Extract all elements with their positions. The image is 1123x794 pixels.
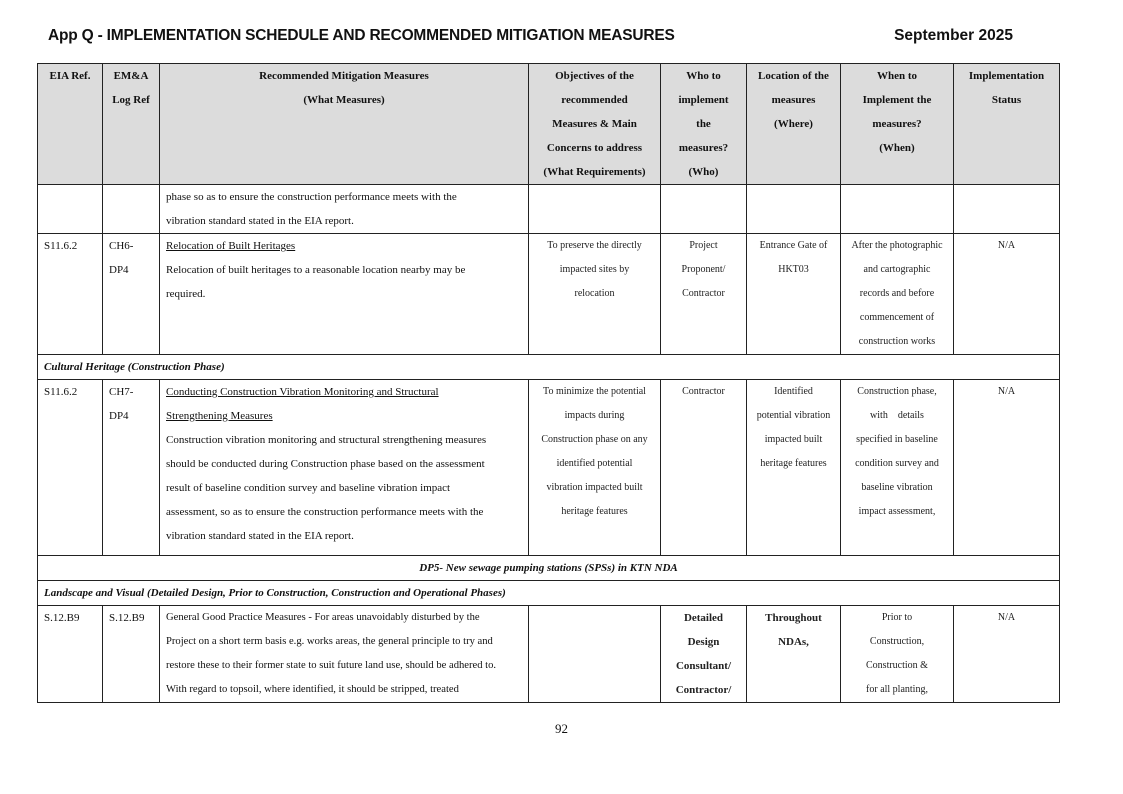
- section-label: Landscape and Visual (Detailed Design, Prior to Construction, Construction and Operational Phases): [38, 581, 1060, 606]
- section-row: [38, 355, 1060, 380]
- cell-where: [747, 185, 841, 234]
- cell-measure: Conducting Construction Vibration Monitoring and Structural Strengthening Measures Construction vibration monitoring and structural strengthening measures should be conducted during Construction phase based on the assessment result of baseline condition survey and baseline vibration impact assessment, so as to ensure the construction performance meets with the vibration standard stated in the EIA report.: [160, 380, 529, 556]
- cell-where: Identified potential vibration impacted built heritage features: [747, 380, 841, 556]
- cell-who: [661, 185, 747, 234]
- section-row: [38, 581, 1060, 606]
- col-header-where: Location of the measures (Where): [747, 64, 841, 185]
- cell-log-ref: CH7- DP4: [103, 380, 160, 556]
- cell-log-ref: CH6- DP4: [103, 234, 160, 355]
- cell-status: [954, 185, 1060, 234]
- cell-when: After the photographic and cartographic records and before commencement of construction works: [841, 234, 954, 355]
- cell-objectives: To minimize the potential impacts during Construction phase on any identified potential vibration impacted built heritage features: [529, 380, 661, 556]
- col-header-objectives: Objectives of the recommended Measures & Main Concerns to address (What Requirements): [529, 64, 661, 185]
- cell-eia-ref: S11.6.2: [38, 380, 103, 556]
- cell-log-ref: S.12.B9: [103, 606, 160, 703]
- cell-who: Contractor: [661, 380, 747, 556]
- cell-eia-ref: S.12.B9: [38, 606, 103, 703]
- cell-when: [841, 185, 954, 234]
- table-row: [38, 606, 1060, 703]
- document-date: September 2025: [894, 27, 1013, 44]
- measure-title: Conducting Construction Vibration Monitoring and Structural: [166, 386, 439, 398]
- cell-status: N/A: [954, 234, 1060, 355]
- cell-status: N/A: [954, 380, 1060, 556]
- cell-who: Detailed Design Consultant/ Contractor/: [661, 606, 747, 703]
- cell-objectives: [529, 606, 661, 703]
- col-header-eia-ref: EIA Ref.: [38, 64, 103, 185]
- section-label: DP5- New sewage pumping stations (SPSs) in KTN NDA: [38, 556, 1060, 581]
- cell-where: Throughout NDAs,: [747, 606, 841, 703]
- table-header-row: [38, 64, 1060, 185]
- col-header-measures: Recommended Mitigation Measures (What Measures): [160, 64, 529, 185]
- cell-measure: Relocation of Built Heritages Relocation of built heritages to a reasonable location nearby may be required.: [160, 234, 529, 355]
- measure-title: Strengthening Measures: [166, 410, 273, 422]
- table-row: [38, 380, 1060, 556]
- col-header-who: Who to implement the measures? (Who): [661, 64, 747, 185]
- table-row: [38, 185, 1060, 234]
- section-row: [38, 556, 1060, 581]
- cell-objectives: To preserve the directly impacted sites by relocation: [529, 234, 661, 355]
- cell-when: Construction phase, with details specified in baseline condition survey and baseline vibration impact assessment,: [841, 380, 954, 556]
- page-header: [48, 27, 1013, 49]
- cell-objectives: [529, 185, 661, 234]
- cell-measure: phase so as to ensure the construction performance meets with the vibration standard stated in the EIA report.: [160, 185, 529, 234]
- cell-status: N/A: [954, 606, 1060, 703]
- table-row: [38, 234, 1060, 355]
- section-label: Cultural Heritage (Construction Phase): [38, 355, 1060, 380]
- cell-where: Entrance Gate of HKT03: [747, 234, 841, 355]
- measure-title: Relocation of Built Heritages: [166, 240, 296, 252]
- col-header-log-ref: EM&A Log Ref: [103, 64, 160, 185]
- cell-eia-ref: S11.6.2: [38, 234, 103, 355]
- cell-log-ref: [103, 185, 160, 234]
- col-header-status: Implementation Status: [954, 64, 1060, 185]
- document-title: App Q - IMPLEMENTATION SCHEDULE AND RECOMMENDED MITIGATION MEASURES: [48, 27, 675, 44]
- cell-when: Prior to Construction, Construction & for all planting,: [841, 606, 954, 703]
- cell-measure: General Good Practice Measures - For areas unavoidably disturbed by the Project on a short term basis e.g. works areas, the general principle to try and restore these to their former state to suit future land use, should be adhered to. With regard to topsoil, where identified, it should be stripped, treated: [160, 606, 529, 703]
- cell-eia-ref: [38, 185, 103, 234]
- cell-who: Project Proponent/ Contractor: [661, 234, 747, 355]
- page-number: 92: [555, 721, 568, 736]
- implementation-schedule-table: [37, 63, 1060, 703]
- col-header-when: When to Implement the measures? (When): [841, 64, 954, 185]
